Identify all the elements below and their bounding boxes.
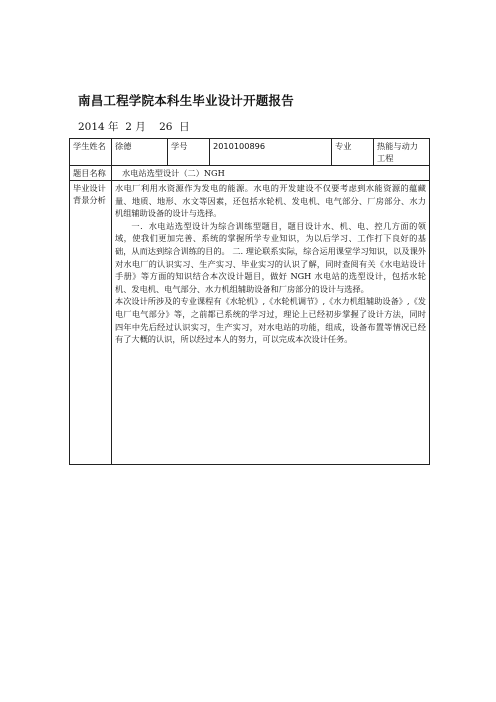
background-paragraph: 一．水电站选型设计为综合训练型题目，题目设计水、机、电、控几方面的领域，使我们更加完善、系统的掌握所学专业知识，为以后学习、工作打下良好的基础，从而达到综合训练的目的。 二. 理论联系实际，综合运用课堂学习知识，以及课外对水电厂的认识实习、生产实习、毕业实习的认识了解，同时查阅有关《水电站设计手册》等方面的知识结合本次设计题目，做好 NGH 水电站的选型设计，包括水轮机、发电机、电气部分、水力机组辅助设备和厂房部分的设计与选择。: [115, 220, 426, 294]
student-id-value: 2010100896: [210, 139, 332, 166]
student-id-label: 学号: [168, 139, 210, 166]
student-name-label: 学生姓名: [70, 139, 112, 166]
document-title: 南昌工程学院本科生毕业设计开题报告: [78, 93, 294, 108]
report-date: 2014 年 2 月 26 日: [78, 121, 190, 133]
major-value: 热能与动力工程: [374, 139, 430, 166]
topic-label: 题目名称: [70, 166, 112, 181]
student-name-value: 徐德: [112, 139, 168, 166]
background-content: [112, 181, 430, 465]
background-paragraph: 水电厂利用水资源作为发电的能源。水电的开发建设不仅要考虑到水能资源的蕴藏量、地质、地形、水文等因素，还包括水轮机、发电机、电气部分、厂房部分、水力机组辅助设备的设计与选择。: [115, 183, 426, 219]
major-label: 专业: [332, 139, 374, 166]
topic-value: 水电站选型设计（二）NGH: [112, 166, 430, 181]
background-row: [70, 181, 430, 465]
topic-row: [70, 166, 430, 181]
report-table: [69, 138, 430, 465]
info-row: [70, 139, 430, 166]
background-label: 毕业设计背景分析: [70, 181, 112, 465]
background-paragraph: 本次设计所涉及的专业课程有《水轮机》,《水轮机调节》,《水力机组辅助设备》,《发电厂电气部分》等，之前都已系统的学习过，理论上已经初步掌握了设计方法，同时四年中先后经过认识实习，生产实习，对水电站的功能，组成，设备布置等情况已经有了大概的认识，所以经过本人的努力，可以完成本次设计任务。: [115, 296, 426, 345]
